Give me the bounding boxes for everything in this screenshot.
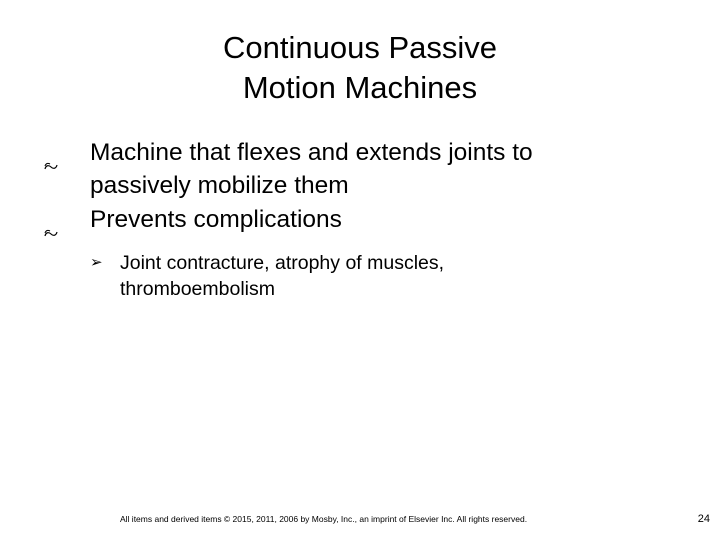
slide-title xyxy=(60,28,660,108)
bullet-2-line-1: Prevents complications xyxy=(90,206,342,233)
bullet-text-1 xyxy=(90,136,630,202)
bullet-text-2 xyxy=(90,203,630,236)
bullet-1-line-2: passively mobilize them xyxy=(90,172,349,199)
sub-bullet-1-line-2: thromboembolism xyxy=(120,278,275,300)
slide-title-line-2: Motion Machines xyxy=(242,70,478,105)
copyright-footer: All items and derived items © 2015, 2011, 2006 by Mosby, Inc., an imprint of Elsevier Inc. All rights reserved. xyxy=(120,514,528,524)
bullet-1-line-1: Machine that flexes and extends joints to xyxy=(90,139,533,166)
bullet-icon xyxy=(44,148,58,158)
sub-bullet-1-line-1: Joint contracture, atrophy of muscles, xyxy=(120,252,445,274)
page-number: 24 xyxy=(697,513,710,525)
slide-title-line-1: Continuous Passive xyxy=(223,30,497,65)
bullet-icon xyxy=(44,215,58,225)
sub-bullet-text-1 xyxy=(120,250,560,302)
arrow-bullet-icon: ➢ xyxy=(90,254,103,271)
